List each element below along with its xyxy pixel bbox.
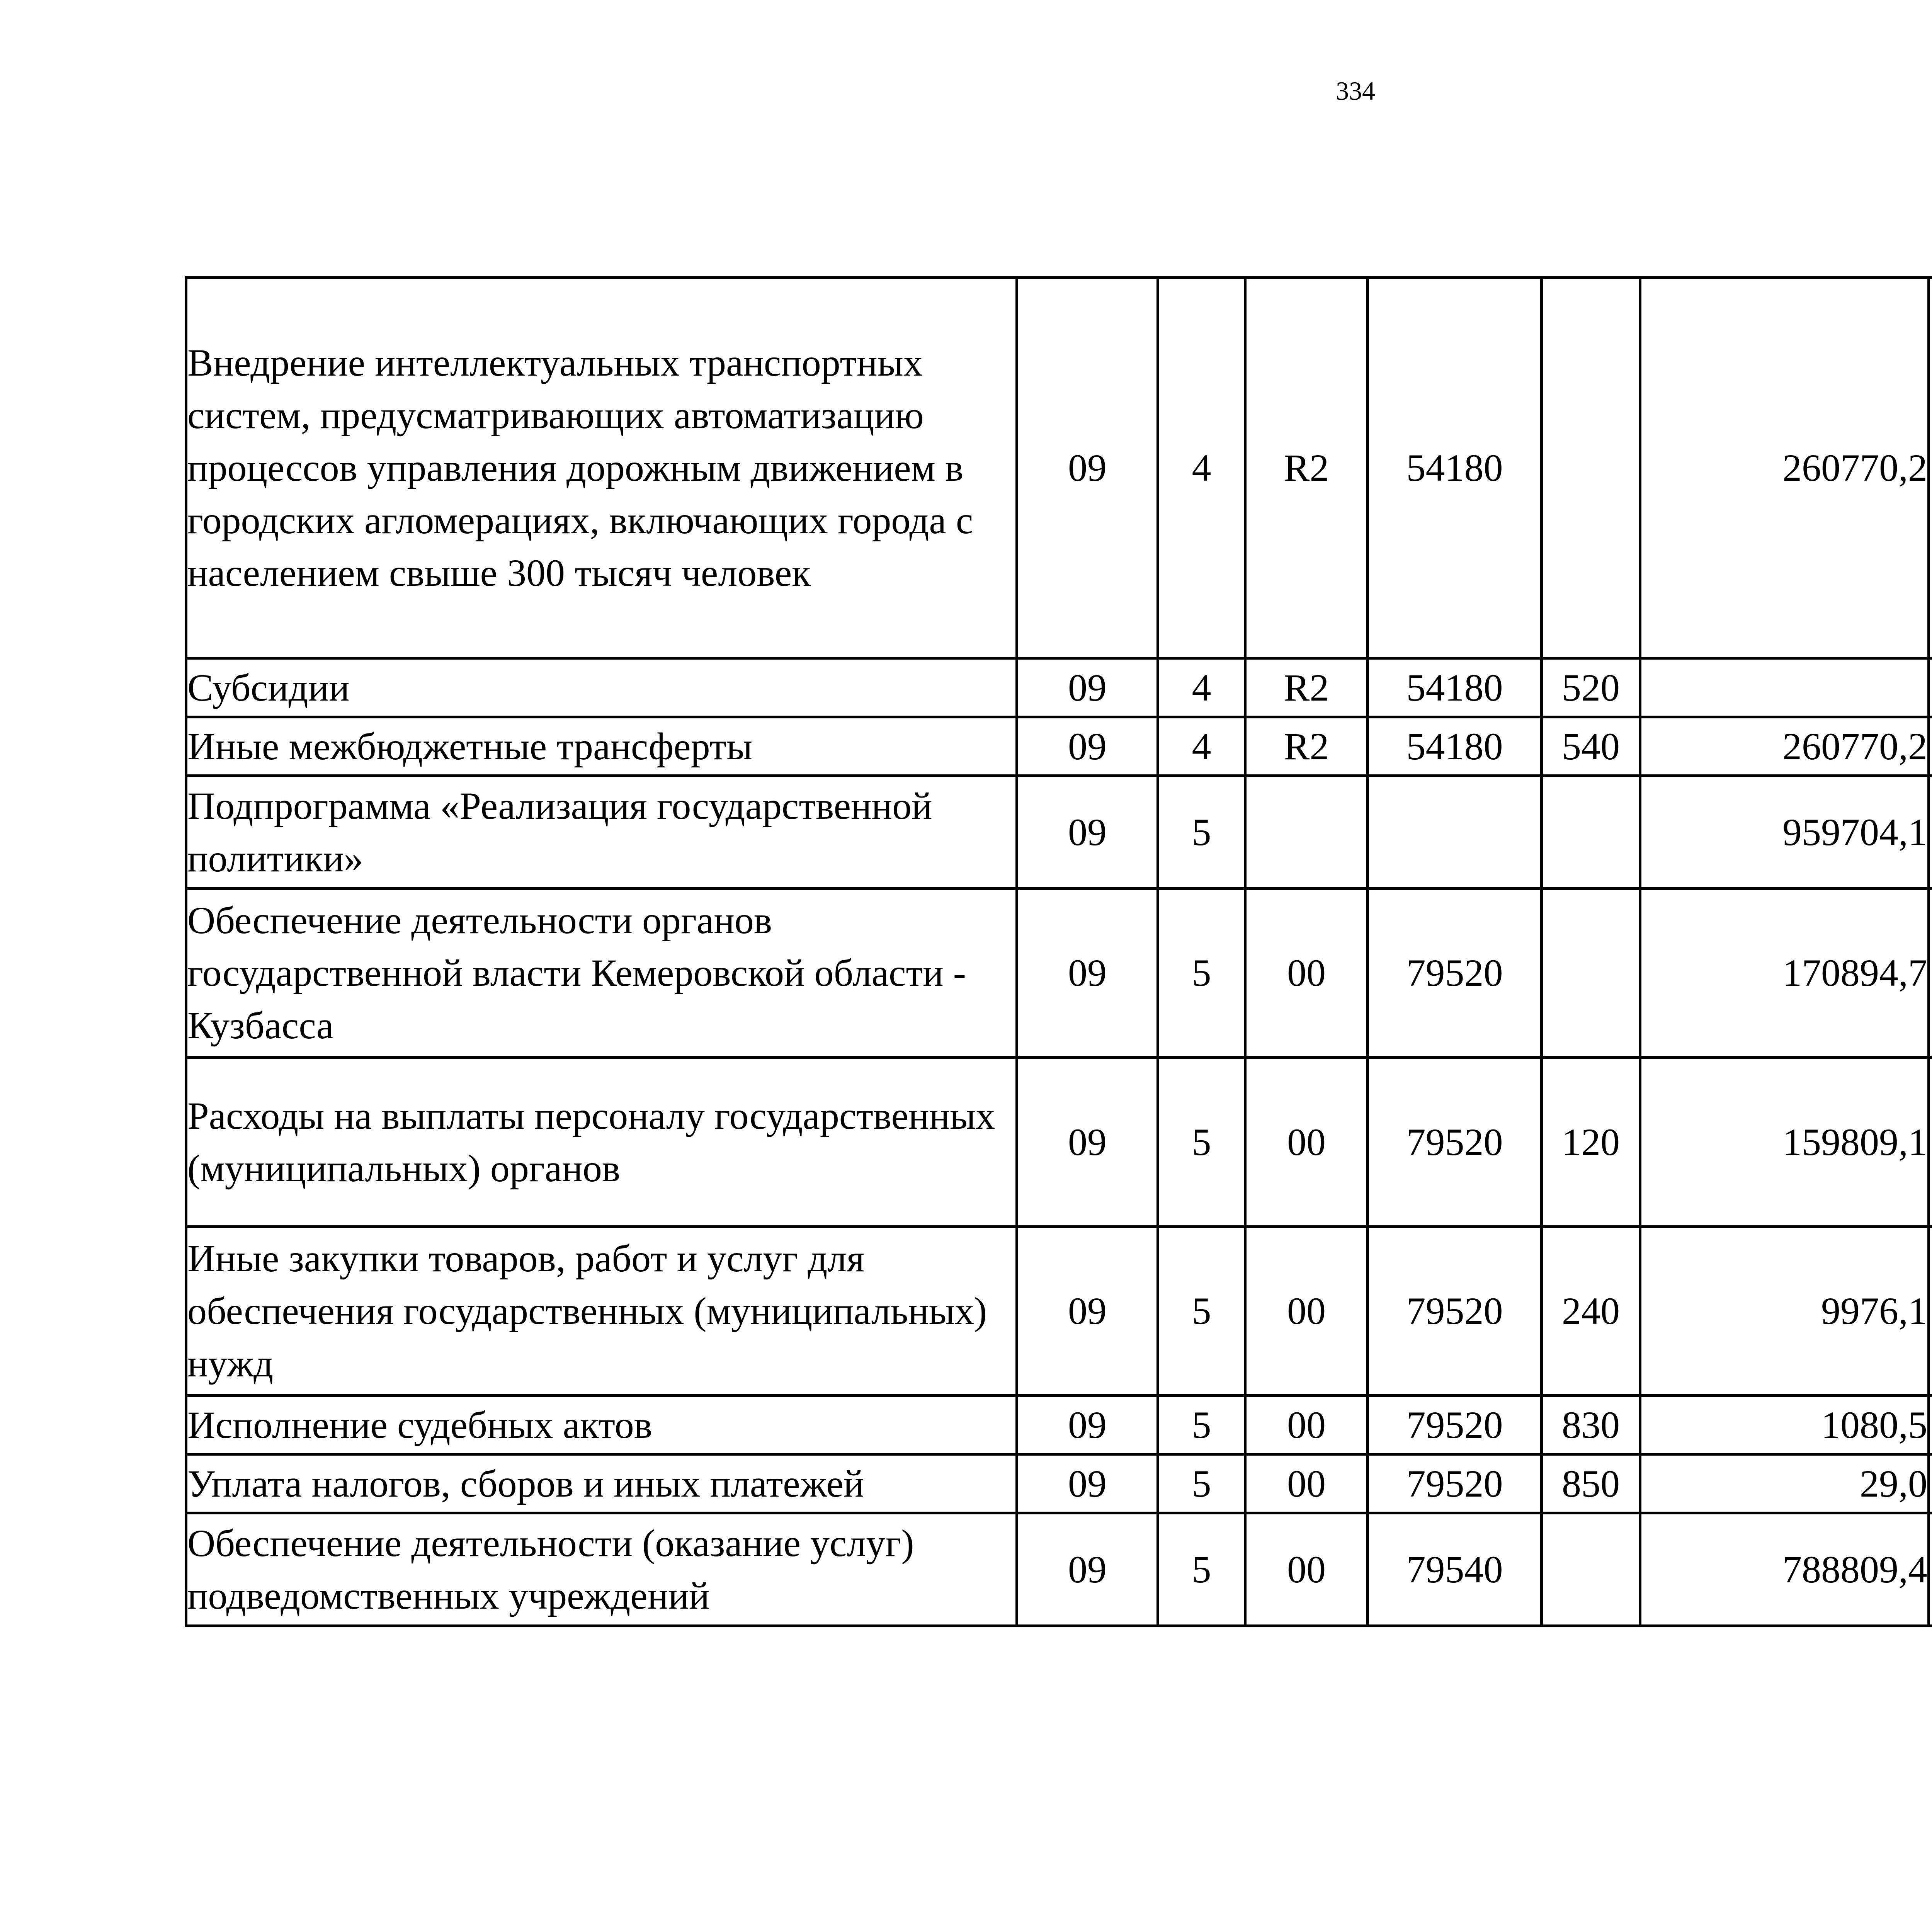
program-code: 00 — [1245, 1513, 1368, 1626]
table-row — [186, 889, 1932, 1058]
section-code: 09 — [1017, 1454, 1158, 1513]
amount-year-2 — [1929, 1227, 1932, 1396]
target-code: 79520 — [1368, 1396, 1542, 1454]
section-code: 09 — [1017, 717, 1158, 776]
amount-year-1: 788809,4 — [1640, 1513, 1929, 1626]
amount-year-1: 9976,1 — [1640, 1227, 1929, 1396]
target-code: 54180 — [1368, 658, 1542, 717]
program-code: 00 — [1245, 1396, 1368, 1454]
row-name: Обеспечение деятельности (оказание услуг) подведомственных учреждений — [186, 1513, 1017, 1626]
program-code: 00 — [1245, 1227, 1368, 1396]
row-name: Исполнение судебных актов — [186, 1396, 1017, 1454]
target-code — [1368, 776, 1542, 889]
table-row — [186, 1396, 1932, 1454]
amount-year-2 — [1929, 1058, 1932, 1227]
program-code — [1245, 776, 1368, 889]
target-code: 79520 — [1368, 1058, 1542, 1227]
section-code: 09 — [1017, 889, 1158, 1058]
section-code: 09 — [1017, 1227, 1158, 1396]
expense-type-code: 540 — [1542, 717, 1640, 776]
row-name: Уплата налогов, сборов и иных платежей — [186, 1454, 1017, 1513]
expense-type-code: 240 — [1542, 1227, 1640, 1396]
target-code: 79520 — [1368, 889, 1542, 1058]
expense-type-code: 830 — [1542, 1396, 1640, 1454]
section-code: 09 — [1017, 1058, 1158, 1227]
amount-year-1: 29,0 — [1640, 1454, 1929, 1513]
subsection-code: 5 — [1158, 1227, 1245, 1396]
amount-year-2 — [1929, 278, 1932, 658]
subsection-code: 5 — [1158, 889, 1245, 1058]
subsection-code: 5 — [1158, 1454, 1245, 1513]
row-name: Подпрограмма «Реализация государственной политики» — [186, 776, 1017, 889]
target-code: 79520 — [1368, 1227, 1542, 1396]
row-name: Иные закупки товаров, работ и услуг для обеспечения государственных (муниципальных) нужд — [186, 1227, 1017, 1396]
amount-year-2 — [1929, 776, 1932, 889]
row-name: Иные межбюджетные трансферты — [186, 717, 1017, 776]
amount-year-1: 1080,5 — [1640, 1396, 1929, 1454]
amount-year-1: 159809,1 — [1640, 1058, 1929, 1227]
table-row — [186, 1454, 1932, 1513]
expense-type-code — [1542, 1513, 1640, 1626]
amount-year-1: 260770,2 — [1640, 278, 1929, 658]
program-code: R2 — [1245, 717, 1368, 776]
amount-year-2 — [1929, 1513, 1932, 1626]
table-row — [186, 1058, 1932, 1227]
table-row — [186, 278, 1932, 658]
section-code: 09 — [1017, 776, 1158, 889]
amount-year-1 — [1640, 658, 1929, 717]
program-code: 00 — [1245, 889, 1368, 1058]
row-name: Внедрение интеллектуальных транспортных систем, предусматривающих автоматизацию процессов управления дорожным движением в городских агломерациях, включающих города с населением свыше 300 тысяч человек — [186, 278, 1017, 658]
subsection-code: 4 — [1158, 658, 1245, 717]
subsection-code: 5 — [1158, 1396, 1245, 1454]
page-number: 334 — [1336, 76, 1375, 105]
expense-type-code: 120 — [1542, 1058, 1640, 1227]
section-code: 09 — [1017, 278, 1158, 658]
target-code: 79520 — [1368, 1454, 1542, 1513]
expense-type-code: 520 — [1542, 658, 1640, 717]
expense-type-code: 850 — [1542, 1454, 1640, 1513]
expense-type-code — [1542, 889, 1640, 1058]
amount-year-2 — [1929, 889, 1932, 1058]
program-code: 00 — [1245, 1454, 1368, 1513]
amount-year-1: 170894,7 — [1640, 889, 1929, 1058]
subsection-code: 4 — [1158, 717, 1245, 776]
table-row — [186, 1513, 1932, 1626]
program-code: R2 — [1245, 658, 1368, 717]
table-row — [186, 717, 1932, 776]
table-row — [186, 1227, 1932, 1396]
amount-year-2 — [1929, 658, 1932, 717]
row-name: Расходы на выплаты персоналу государственных (муниципальных) органов — [186, 1058, 1017, 1227]
amount-year-2 — [1929, 1396, 1932, 1454]
row-name: Субсидии — [186, 658, 1017, 717]
budget-table — [185, 276, 1932, 1627]
section-code: 09 — [1017, 1396, 1158, 1454]
subsection-code: 4 — [1158, 278, 1245, 658]
target-code: 54180 — [1368, 278, 1542, 658]
program-code: 00 — [1245, 1058, 1368, 1227]
table-row — [186, 776, 1932, 889]
amount-year-1: 260770,2 — [1640, 717, 1929, 776]
subsection-code: 5 — [1158, 1058, 1245, 1227]
subsection-code: 5 — [1158, 1513, 1245, 1626]
target-code: 79540 — [1368, 1513, 1542, 1626]
table-row — [186, 658, 1932, 717]
program-code: R2 — [1245, 278, 1368, 658]
expense-type-code — [1542, 776, 1640, 889]
row-name: Обеспечение деятельности органов государственной власти Кемеровской области - Кузбасса — [186, 889, 1017, 1058]
subsection-code: 5 — [1158, 776, 1245, 889]
amount-year-2 — [1929, 717, 1932, 776]
expense-type-code — [1542, 278, 1640, 658]
amount-year-1: 959704,1 — [1640, 776, 1929, 889]
amount-year-2 — [1929, 1454, 1932, 1513]
section-code: 09 — [1017, 658, 1158, 717]
target-code: 54180 — [1368, 717, 1542, 776]
section-code: 09 — [1017, 1513, 1158, 1626]
